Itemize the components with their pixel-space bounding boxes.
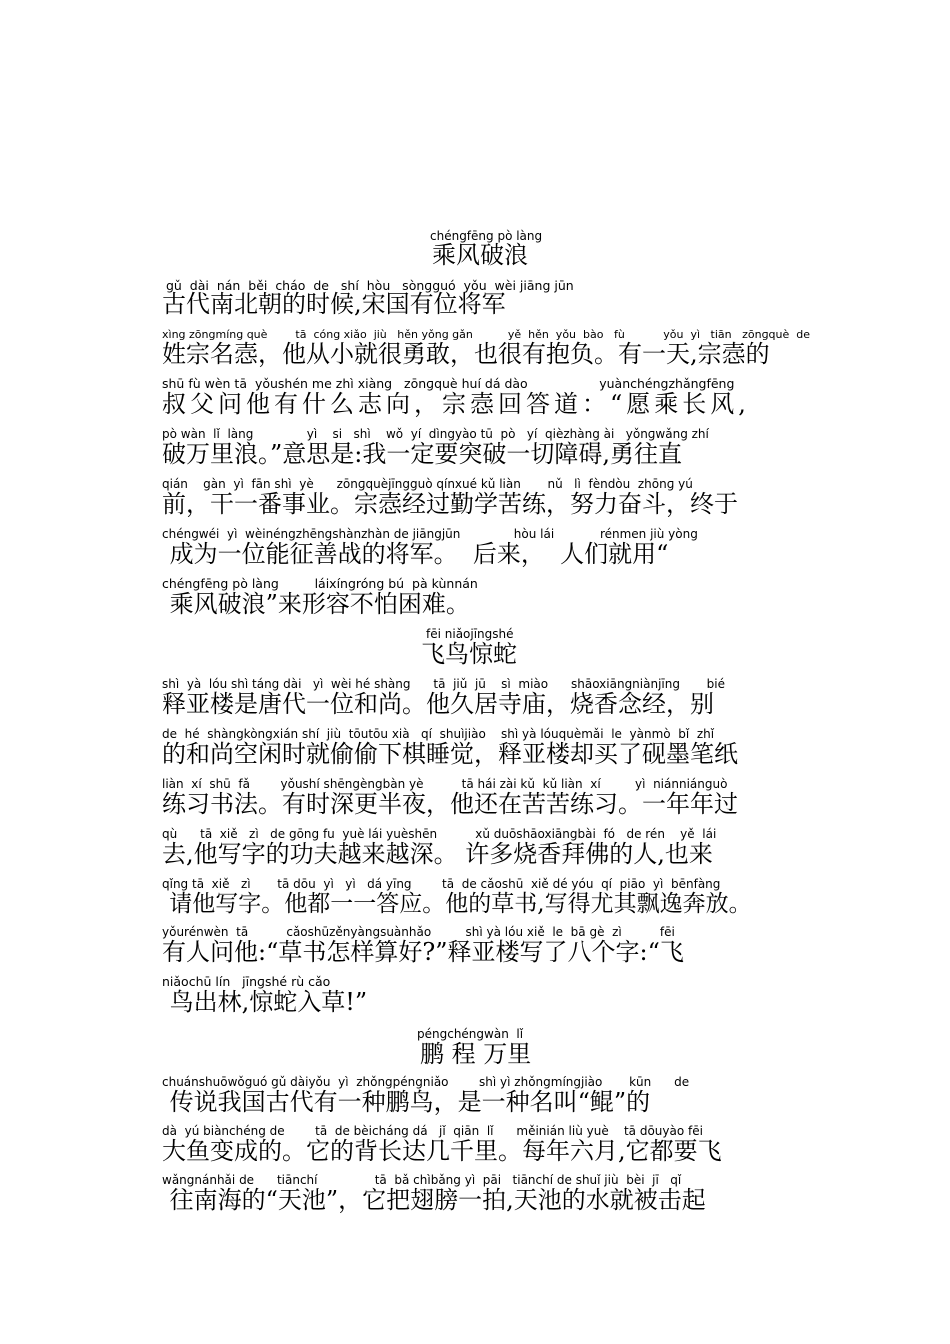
text-line: 的和尚空闲时就偷偷下棋睡觉，释亚楼却买了砚墨笔纸 xyxy=(162,740,738,768)
pinyin-line: shì yà lóu shì táng dài yì wèi hé shàng tā jiǔ jū sì miào shāoxiāngniànjīng bié xyxy=(162,677,726,691)
pinyin-line: liàn xí shū fǎ yǒushí shēngèngbàn yè tā hái zài kǔ kǔ liàn xí yì niánniánguò xyxy=(162,777,728,791)
text-line: 破万里浪。”意思是:我一定要突破一切障碍,勇往直 xyxy=(162,440,682,468)
text-line: 有人问他:“草书怎样算好?”释亚楼写了八个字:“飞 xyxy=(162,938,684,966)
text-line: 大鱼变成的。它的背长达几千里。每年六月,它都要飞 xyxy=(162,1137,722,1165)
text-line: 乘风破浪”来形容不怕困难。 xyxy=(162,590,470,618)
pinyin-line: chuánshuōwǒguó gǔ dàiyǒu yì zhǒngpéngniǎo shì yì zhǒngmíngjiào kūn de xyxy=(162,1075,690,1089)
text-line: 鸟出林,惊蛇入草!” xyxy=(162,988,368,1016)
section-title: 乘风破浪 xyxy=(432,241,528,269)
pinyin-line: gǔ dài nán běi cháo de shí hòu sònɡguó yǒu wèi jiāng jūn xyxy=(166,278,574,293)
title-pinyin: fēi niǎojīngshé xyxy=(426,627,514,641)
section-title: 飞鸟惊蛇 xyxy=(421,640,517,668)
pinyin-line: dà yú biànchéng de tā de bèicháng dá jǐ qiān lǐ měinián liù yuè tā dōuyào fēi xyxy=(162,1124,703,1138)
text-line: 叔父问他有什么志向，宗悫回答道：“愿乘长风, xyxy=(162,390,750,418)
pinyin-line: niǎochū lín jīnɡshé rù cǎo xyxy=(162,974,331,989)
text-line: 姓宗名悫，他从小就很勇敢，也很有抱负。有一天,宗悫的 xyxy=(162,340,770,368)
text-line: 释亚楼是唐代一位和尚。他久居寺庙，烧香念经，别 xyxy=(162,690,714,718)
text-line: 请他写字。他都一一答应。他的草书,写得尤其飘逸奔放。 xyxy=(162,891,752,917)
pinyin-line: xìng zōngmíng què tā cóng xiǎo jiù hěn yǒng gǎn yě hěn yǒu bào fù yǒu yì tiān zōnɡquè de xyxy=(162,328,811,341)
pinyin-line: yǒurénwèn tā cǎoshūzěnyàngsuànhǎo shì yà lóu xiě le bā gè zì fēi xyxy=(162,925,675,939)
pinyin-line: de hé shàngkòngxián shí jiù tōutōu xià qí shuìjiào shì yà lóuquèmǎi le yànmò bǐ zhǐ xyxy=(162,727,715,741)
text-line: 练习书法。有时深更半夜，他还在苦苦练习。一年年过 xyxy=(162,790,738,818)
pinyin-line: qǐng tā xiě zì tā dōu yì yì dá yīng tā de cǎoshū xiě dé yóu qí piāo yì bēnfàng xyxy=(162,877,721,891)
section-title: 鹏 程 万里 xyxy=(420,1040,532,1068)
text-line: 传说我国古代有一种鹏鸟，是一种名叫“鲲”的 xyxy=(162,1088,651,1116)
text-line: 前，干一番事业。宗悫经过勤学苦练，努力奋斗，终于 xyxy=(162,490,738,518)
text-line: 去,他写字的功夫越来越深。 许多烧香拜佛的人,也来 xyxy=(162,840,713,868)
pinyin-line: qù tā xiě zì de gōng fu yuè lái yuèshēn xǔ duōshāoxiāngbài fó de rén yě lái xyxy=(162,827,717,841)
pinyin-line: chéngfēng pò làng láixíngróng bú pà kùnnán xyxy=(162,576,478,591)
pinyin-line: pò wàn lǐ làng yì si shì wǒ yí dìngyào tū pò yí qièzhàng ài yǒnɡwǎng zhí xyxy=(162,427,709,441)
text-line: 古代南北朝的时候,宋国有位将军 xyxy=(162,290,506,318)
text-line: 成为一位能征善战的将军。 后来， 人们就用“ xyxy=(162,540,669,568)
text-line: 往南海的“天池”，它把翅膀一拍,天池的水就被击起 xyxy=(162,1186,706,1214)
title-pinyin: chéngfēng pò làng xyxy=(430,229,543,243)
pinyin-line: wǎngnánhǎi de tiānchí tā bǎ chìbǎng yì pāi tiānchí de shuǐ jiù bèi jī qǐ xyxy=(162,1173,682,1187)
pinyin-line: chéngwéi yì wèinéngzhēngshànzhàn de jiāngjūn hòu lái rénmen jiù yòng xyxy=(162,527,698,541)
pinyin-line: shū fù wèn tā yǒushén me zhì xiàng zōnɡquè huí dá dào yuànchéngzhǎngfēng xyxy=(162,376,735,391)
title-pinyin: péngchéngwàn lǐ xyxy=(417,1027,524,1041)
pinyin-line: qián gàn yì fān shì yè zōnɡquèjīngguò qínxué kǔ liàn nǔ lì fèndòu zhōnɡ yú xyxy=(162,477,693,491)
